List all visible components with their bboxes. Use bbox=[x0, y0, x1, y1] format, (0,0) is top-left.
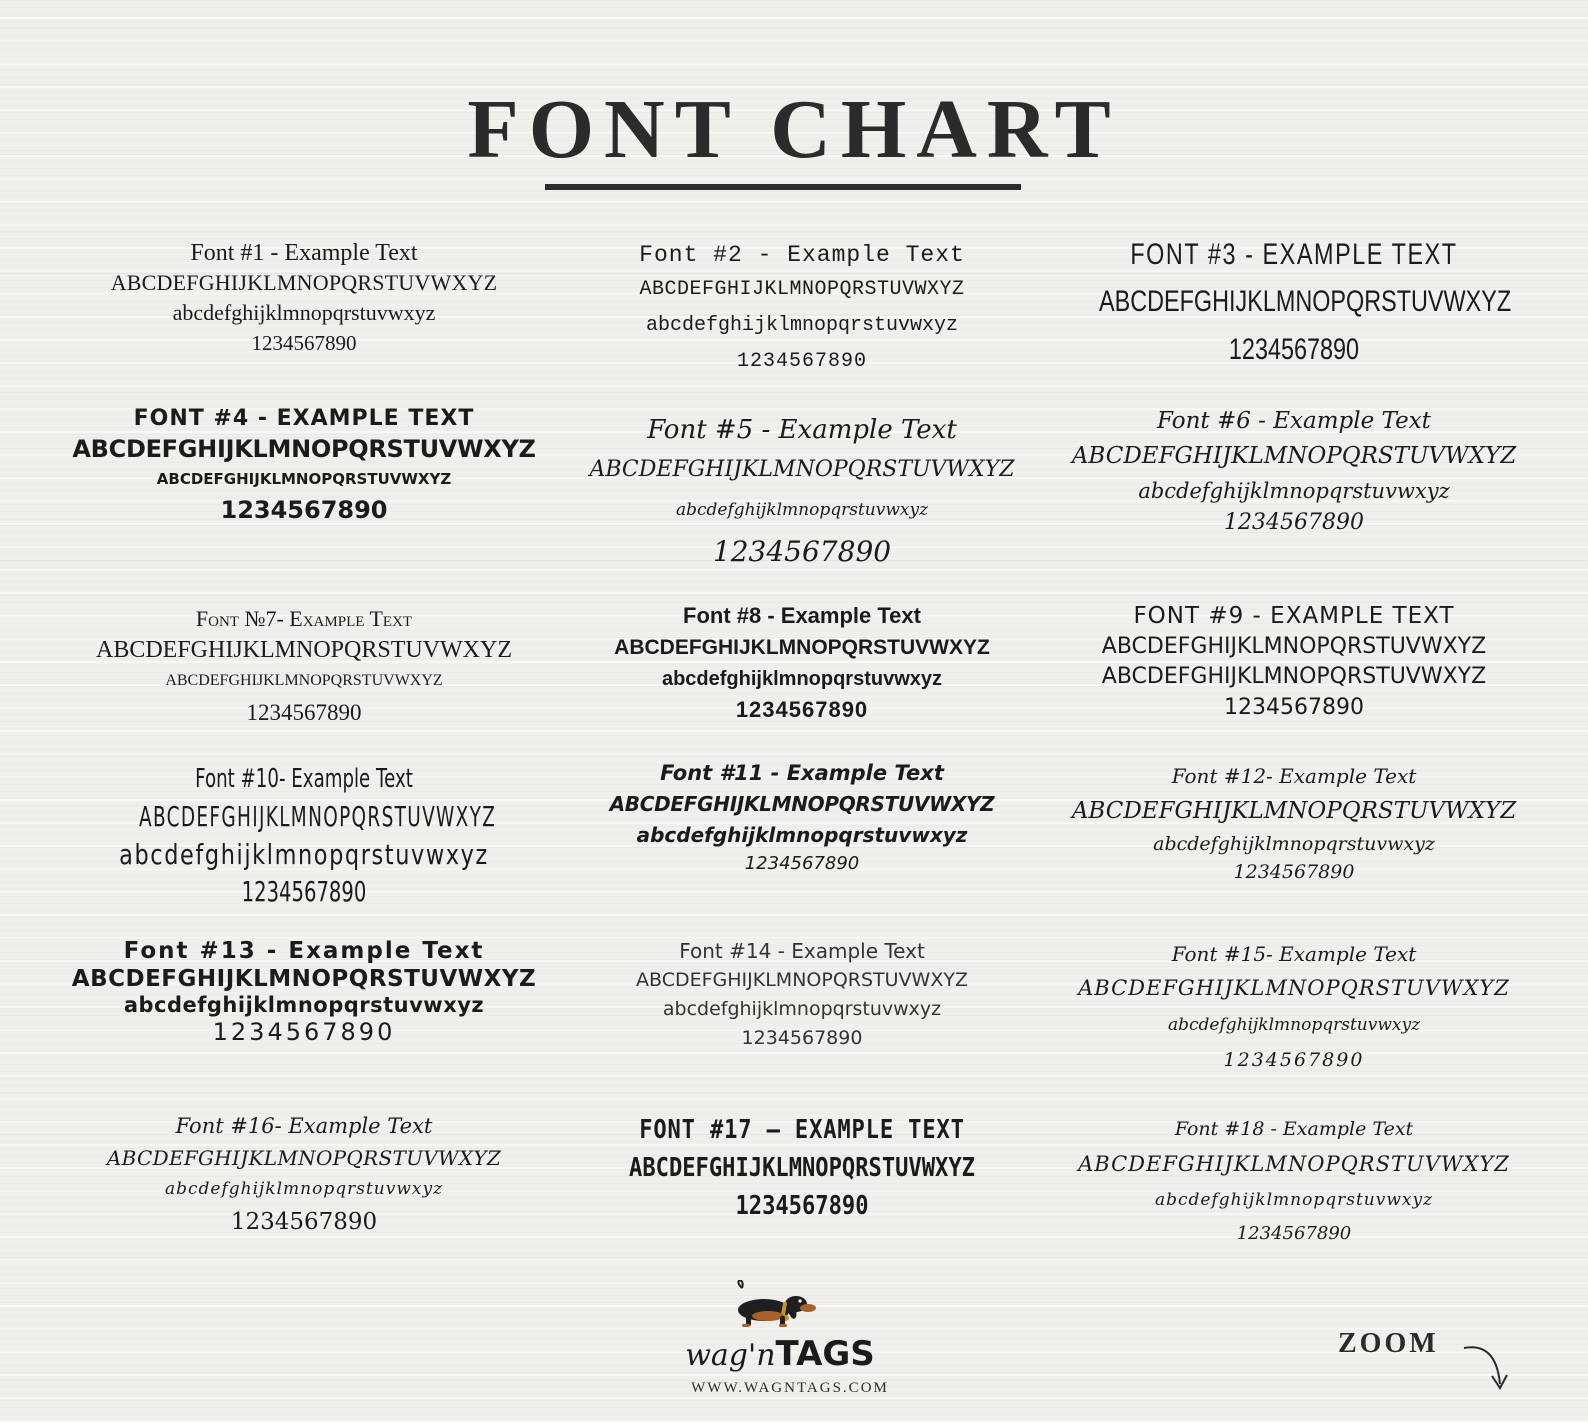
font-sample-8 bbox=[552, 600, 1052, 726]
sample-digits: 1234567890 bbox=[246, 700, 362, 725]
font-sample-9 bbox=[1044, 600, 1544, 724]
sample-lowercase: abcdefghijklmnopqrstuvwxyz bbox=[1153, 833, 1435, 855]
sample-digits: 1234567890 bbox=[212, 1018, 396, 1046]
sample-digits: 1234567890 bbox=[1224, 510, 1364, 535]
sample-heading: FONT #17 — EXAMPLE TEXT bbox=[639, 1115, 965, 1145]
brand-logo bbox=[680, 1286, 920, 1396]
sample-digits: 1234567890 bbox=[736, 350, 868, 373]
sample-lowercase: abcdefghijklmnopqrstuvwxyz bbox=[1167, 1015, 1421, 1035]
font-sample-10 bbox=[54, 760, 554, 910]
sample-heading: Font #18 - Example Text bbox=[1174, 1118, 1414, 1140]
brand-wag: wag'n bbox=[685, 1338, 776, 1373]
sample-lowercase: abcdefghijklmnopqrstuvwxyz bbox=[636, 823, 968, 847]
sample-heading: FONT #3 - EXAMPLE TEXT bbox=[1130, 238, 1458, 271]
sample-digits: 1234567890 bbox=[230, 1209, 378, 1235]
brand-wordmark bbox=[680, 1334, 880, 1374]
font-sample-5 bbox=[552, 410, 1052, 574]
font-sample-7 bbox=[54, 604, 554, 730]
sample-heading: FONT #4 - EXAMPLE TEXT bbox=[133, 406, 475, 431]
sample-heading: Font #16- Example Text bbox=[175, 1114, 433, 1138]
sample-digits: 1234567890 bbox=[1233, 861, 1355, 883]
sample-digits: 1234567890 bbox=[735, 697, 869, 722]
brand-url: WWW.WAGNTAGS.COM bbox=[691, 1380, 889, 1396]
font-sample-6 bbox=[1044, 404, 1544, 538]
sample-digits: 1234567890 bbox=[220, 496, 388, 524]
sample-uppercase: ABCDEFGHIJKLMNOPQRSTUVWXYZ bbox=[629, 1153, 975, 1183]
font-sample-15 bbox=[1044, 938, 1544, 1076]
sample-heading: Font #13 - Example Text bbox=[123, 938, 485, 964]
font-sample-13 bbox=[54, 936, 554, 1046]
sample-lowercase: abcdefghijklmnopqrstuvwxyz bbox=[119, 838, 489, 871]
sample-uppercase: ABCDEFGHIJKLMNOPQRSTUVWXYZ bbox=[589, 457, 1015, 482]
sample-digits: 1234567890 bbox=[735, 1191, 869, 1221]
sample-heading: FONT #9 - EXAMPLE TEXT bbox=[1133, 603, 1455, 629]
sample-digits: 1234567890 bbox=[741, 1027, 863, 1049]
font-sample-1 bbox=[54, 238, 554, 358]
sample-heading: Font #10- Example Text bbox=[195, 764, 413, 794]
sample-uppercase: ABCDEFGHIJKLMNOPQRSTUVWXYZ bbox=[106, 1146, 502, 1170]
sample-uppercase: ABCDEFGHIJKLMNOPQRSTUVWXYZ bbox=[609, 792, 995, 816]
zoom-label: ZOOM bbox=[1338, 1328, 1439, 1359]
sample-uppercase: ABCDEFGHIJKLMNOPQRSTUVWXYZ bbox=[110, 270, 498, 295]
sample-lowercase: abcdefghijklmnopqrstuvwxyz bbox=[1138, 479, 1450, 503]
sample-heading: Font #12- Example Text bbox=[1171, 764, 1417, 788]
sample-lowercase: abcdefghijklmnopqrstuvwxyz bbox=[675, 500, 929, 520]
sample-uppercase: ABCDEFGHIJKLMNOPQRSTUVWXYZ bbox=[1101, 634, 1487, 659]
sample-digits: 1234567890 bbox=[251, 331, 357, 355]
sample-lowercase: abcdefghijklmnopqrstuvwxyz bbox=[645, 314, 959, 337]
sample-heading: Font #5 - Example Text bbox=[647, 415, 957, 445]
sample-heading: Font #8 - Example Text bbox=[683, 603, 921, 628]
curved-arrow-down-icon bbox=[1462, 1344, 1514, 1394]
font-sample-14 bbox=[552, 936, 1052, 1052]
font-sample-17 bbox=[552, 1110, 1052, 1226]
dachshund-icon bbox=[720, 1280, 820, 1340]
sample-uppercase: ABCDEFGHIJKLMNOPQRSTUVWXYZ bbox=[139, 800, 497, 833]
font-sample-16 bbox=[54, 1110, 554, 1240]
sample-lowercase: abcdefghijklmnopqrstuvwxyz bbox=[661, 668, 943, 690]
sample-lowercase: abcdefghijklmnopqrstuvwxyz bbox=[662, 998, 942, 1020]
sample-heading: Font #1 - Example Text bbox=[190, 240, 418, 266]
sample-lowercase: abcdefghijklmnopqrstuvwxyz bbox=[164, 1179, 444, 1199]
sample-digits: 1234567890 bbox=[1228, 333, 1360, 366]
sample-uppercase: ABCDEFGHIJKLMNOPQRSTUVWXYZ bbox=[1078, 976, 1510, 1000]
font-sample-18 bbox=[1044, 1112, 1544, 1250]
sample-small-caps: ABCDEFGHIJKLMNOPQRSTUVWXYZ bbox=[156, 470, 452, 488]
sample-uppercase: ABCDEFGHIJKLMNOPQRSTUVWXYZ bbox=[1071, 798, 1517, 824]
sample-digits: 1234567890 bbox=[1223, 1049, 1365, 1071]
sample-heading: Font #14 - Example Text bbox=[679, 939, 925, 963]
sample-uppercase: ABCDEFGHIJKLMNOPQRSTUVWXYZ bbox=[71, 966, 537, 992]
sample-uppercase: ABCDEFGHIJKLMNOPQRSTUVWXYZ bbox=[72, 435, 536, 463]
sample-lowercase: abcdefghijklmnopqrstuvwxyz bbox=[1154, 1190, 1434, 1210]
sample-heading: Font #6 - Example Text bbox=[1157, 408, 1431, 434]
sample-heading: Font №7- Example Text bbox=[195, 606, 413, 631]
sample-heading: Font #2 - Example Text bbox=[639, 242, 965, 268]
font-sample-4 bbox=[54, 404, 554, 526]
page-title: FONT CHART bbox=[467, 83, 1121, 176]
sample-uppercase: ABCDEFGHIJKLMNOPQRSTUVWXYZ bbox=[1071, 443, 1517, 469]
sample-uppercase: ABCDEFGHIJKLMNOPQRSTUVWXYZ bbox=[636, 969, 968, 991]
sample-uppercase-alt: ABCDEFGHIJKLMNOPQRSTUVWXYZ bbox=[1101, 664, 1487, 689]
sample-digits: 1234567890 bbox=[1224, 695, 1364, 720]
sample-digits: 1234567890 bbox=[744, 853, 860, 874]
brand-tags: TAGS bbox=[775, 1334, 875, 1374]
sample-heading: Font #11 - Example Text bbox=[660, 761, 944, 785]
font-sample-11 bbox=[552, 758, 1052, 878]
font-sample-3 bbox=[1044, 232, 1544, 374]
sample-digits: 1234567890 bbox=[712, 535, 892, 568]
sample-uppercase: ABCDEFGHIJKLMNOPQRSTUVWXYZ bbox=[1078, 1152, 1510, 1176]
sample-uppercase: ABCDEFGHIJKLMNOPQRSTUVWXYZ bbox=[614, 636, 990, 659]
sample-uppercase: ABCDEFGHIJKLMNOPQRSTUVWXYZ bbox=[639, 278, 965, 301]
sample-uppercase: ABCDEFGHIJKLMNOPQRSTUVWXYZ bbox=[95, 637, 512, 663]
sample-digits: 1234567890 bbox=[241, 875, 367, 908]
sample-small-caps: ABCDEFGHIJKLMNOPQRSTUVWXYZ bbox=[165, 672, 443, 689]
sample-heading: Font #15- Example Text bbox=[1171, 942, 1417, 966]
font-sample-12 bbox=[1044, 760, 1544, 886]
sample-lowercase: abcdefghijklmnopqrstuvwxyz bbox=[172, 300, 436, 325]
sample-digits: 1234567890 bbox=[1236, 1223, 1352, 1244]
font-sample-2 bbox=[552, 238, 1052, 380]
sample-uppercase: ABCDEFGHIJKLMNOPQRSTUVWXYZ bbox=[1099, 285, 1512, 318]
sample-lowercase: abcdefghijklmnopqrstuvwxyz bbox=[123, 993, 485, 1017]
